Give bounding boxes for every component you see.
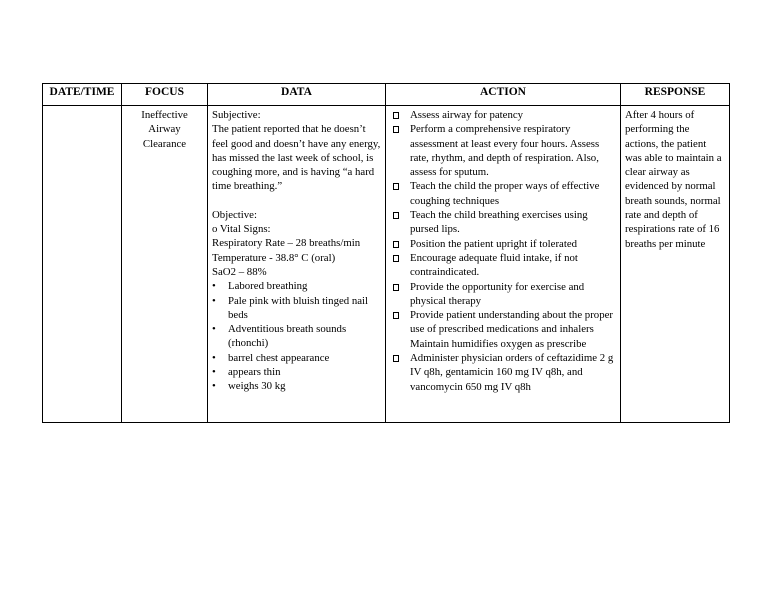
focus-text: Ineffective Airway Clearance <box>141 109 188 150</box>
action-item: Assess airway for patency <box>390 108 616 122</box>
header-focus: FOCUS <box>122 84 208 106</box>
checkbox-square-icon <box>393 241 399 248</box>
vital-signs-label: o Vital Signs: <box>212 223 271 236</box>
focus-cell <box>122 106 208 423</box>
checkbox-square-icon <box>393 312 399 319</box>
list-item: • appears thin <box>212 366 281 379</box>
action-item: Maintain humidifies oxygen as prescribe <box>410 337 587 350</box>
checkbox-square-icon <box>393 212 399 219</box>
header-response: RESPONSE <box>621 84 730 106</box>
checkbox-square-icon <box>393 112 399 119</box>
subjective-label: Subjective: <box>212 109 261 121</box>
table-header-row <box>43 84 730 106</box>
temperature: Temperature - 38.8° C (oral) <box>212 251 336 264</box>
list-item: • Adventitious breath sounds (rhonchi) <box>212 323 347 350</box>
action-item: Administer physician orders of ceftazidime 2 g IV q8h, gentamicin 160 mg IV q8h, and vancomycin 650 mg IV q8h <box>390 351 616 394</box>
action-item: Encourage adequate fluid intake, if not contraindicated. <box>390 251 616 280</box>
action-cell <box>386 106 621 423</box>
header-date-time: DATE/TIME <box>43 84 122 106</box>
fdar-table <box>42 83 730 423</box>
checkbox-square-icon <box>393 183 399 190</box>
action-item: Teach the child the proper ways of effective coughing techniques <box>390 179 616 208</box>
action-item: Provide the opportunity for exercise and physical therapy <box>390 280 616 309</box>
list-item: • barrel chest appearance <box>212 351 330 364</box>
objective-label: Objective: <box>212 208 257 221</box>
action-item: Position the patient upright if tolerated <box>390 237 616 251</box>
sao2: SaO2 – 88% <box>212 265 267 278</box>
list-item: • Labored breathing <box>212 280 308 293</box>
action-item: Perform a comprehensive respiratory assessment at least every four hours. Assess rate, rhythm, and depth of respiration. Also, assess for sputum. <box>390 122 616 179</box>
subjective-text: The patient reported that he doesn’t feel good and doesn’t have any energy, has missed the last week of school, is coughing more, and is having “a hard time breathing.” <box>212 123 381 193</box>
data-cell <box>208 106 386 423</box>
list-item: • Pale pink with bluish tinged nail beds <box>212 294 369 321</box>
response-text: After 4 hours of performing the actions, the patient was able to maintain a clear airway as evidenced by normal breath sounds, normal rate and depth of respirations rate of 16 breaths per minute <box>625 109 722 250</box>
respiratory-rate: Respiratory Rate – 28 breaths/min <box>212 237 361 250</box>
response-cell <box>621 106 730 423</box>
list-item: • weighs 30 kg <box>212 380 286 393</box>
checkbox-square-icon <box>393 255 399 262</box>
action-item: Teach the child breathing exercises using pursed lips. <box>390 208 616 237</box>
checkbox-square-icon <box>393 355 399 362</box>
checkbox-square-icon <box>393 126 399 133</box>
action-item: Provide patient understanding about the proper use of prescribed medications and inhalers <box>390 308 616 337</box>
header-data: DATA <box>208 84 386 106</box>
date-time-cell <box>43 106 122 423</box>
objective-bullet-list <box>212 279 381 393</box>
checkbox-square-icon <box>393 284 399 291</box>
table-row <box>43 106 730 423</box>
header-action: ACTION <box>386 84 621 106</box>
